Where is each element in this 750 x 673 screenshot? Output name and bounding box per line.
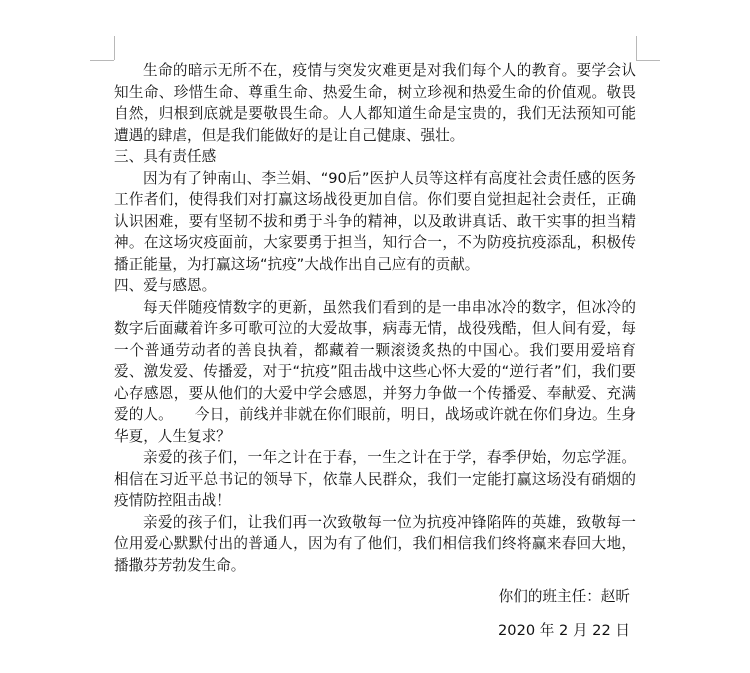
crop-mark-top-right-horizontal — [636, 60, 660, 61]
document-page — [114, 60, 636, 641]
heading-responsibility: 三、具有责任感 — [114, 148, 217, 165]
crop-mark-top-left-horizontal — [90, 60, 114, 61]
heading-love-gratitude: 四、爱与感恩。 — [114, 277, 217, 294]
paragraph-dear-children-2: 亲爱的孩子们，让我们再一次致敬每一位为抗疫冲锋陷阵的英雄，致敬每一位用爱心默默付出的普通人，因为有了他们，我们相信我们终将赢来春回大地，播撒芬芳勃发生命。 — [114, 513, 636, 574]
crop-mark-top-left-vertical — [114, 36, 115, 60]
paragraph-responsibility: 因为有了钟南山、李兰娟、“90后”医护人员等这样有高度社会责任感的医务工作者们，使得我们对打赢这场战役更加自信。你们要自觉担起社会责任，正确认识困难，要有坚韧不拔和勇于斗争的精神，以及敢讲真话、敢干实事的担当精神。在这场灾疫面前，大家要勇于担当，知行合一，不为防疫抗疫添乱，积极传播正能量，为打赢这场“抗疫”大战作出自己应有的贡献。 — [114, 169, 636, 273]
date: 2020 年 2 月 22 日 — [498, 621, 630, 639]
paragraph-love-gratitude: 每天伴随疫情数字的更新，虽然我们看到的是一串串冰冷的数字，但冰冷的数字后面藏着许多可歌可泣的大爱故事，病毒无情，战役残酷，但人间有爱，每一个普通劳动者的善良执着，都藏着一颗滚烫炙热的中国心。我们要用爱培育爱、激发爱、传播爱，对于“抗疫”阻击战中这些心怀大爱的“逆行者”们，我们要心存感恩，要从他们的大爱中学会感恩，并努力争做一个传播爱、奉献爱、充满爱的人。 今日，前线并非就在你们眼前，明日，战场或许就在你们身边。生身华夏，人生复求？ — [114, 298, 636, 445]
paragraph-dear-children-1: 亲爱的孩子们，一年之计在于春，一生之计在于学，春季伊始，勿忘学涯。相信在习近平总书记的领导下，依靠人民群众，我们一定能打赢这场没有硝烟的疫情防控阻击战！ — [114, 449, 636, 509]
signature: 你们的班主任：赵昕 — [498, 588, 630, 605]
paragraph-respect-life: 生命的暗示无所不在，疫情与突发灾难更是对我们每个人的教育。要学会认知生命、珍惜生命、尊重生命、热爱生命，树立珍视和热爱生命的价值观。敬畏自然，归根到底就是要敬畏生命。人人都知道生命是宝贵的，我们无法预知可能遭遇的肆虐，但是我们能做好的是让自己健康、强壮。 — [114, 62, 636, 144]
crop-mark-top-right-vertical — [636, 36, 637, 60]
